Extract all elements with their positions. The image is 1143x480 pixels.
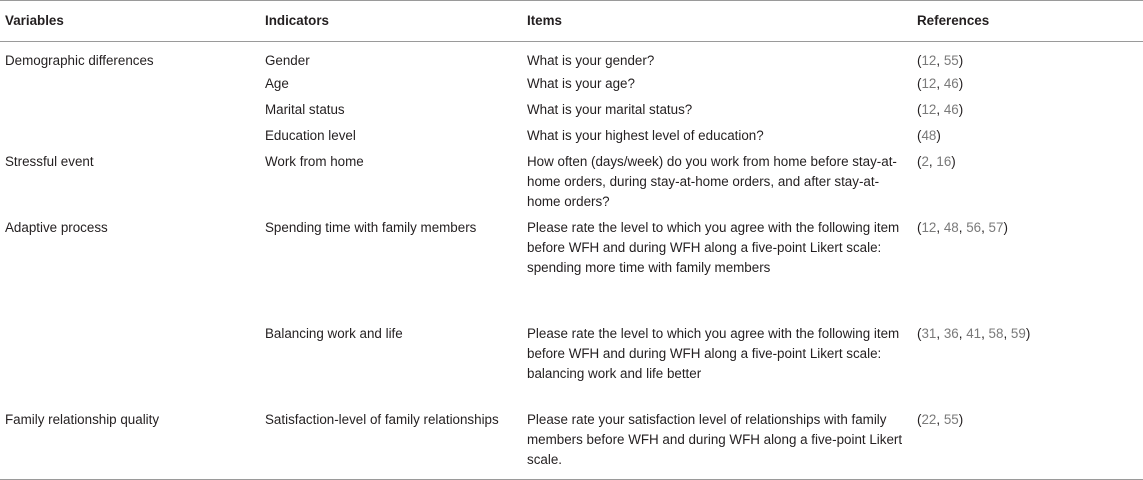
cell-indicator: Age — [265, 76, 289, 91]
reference-link[interactable]: 46 — [943, 76, 959, 91]
cell-variable: Family relationship quality — [5, 412, 160, 427]
reference-link[interactable]: 16 — [936, 154, 952, 169]
cell-item: Please rate your satisfaction level of relationships with family members before WFH and during WFH along a five-point Likert scale. — [527, 412, 903, 467]
table-row — [0, 97, 1143, 123]
reference-link[interactable]: 57 — [988, 220, 1004, 235]
cell-item: What is your highest level of education? — [527, 128, 764, 143]
reference-link[interactable]: 36 — [943, 326, 959, 341]
reference-link[interactable]: 2 — [921, 154, 929, 169]
reference-link[interactable]: 22 — [921, 412, 937, 427]
reference-link[interactable]: 46 — [943, 102, 959, 117]
reference-link[interactable]: 48 — [921, 128, 937, 143]
table-row — [0, 71, 1143, 97]
table-row — [0, 321, 1143, 407]
reference-link[interactable]: 41 — [966, 326, 982, 341]
cell-indicator: Work from home — [265, 154, 364, 169]
cell-item: How often (days/week) do you work from home before stay-at-home orders, during stay-at-home orders, and after stay-at-home orders? — [527, 154, 897, 209]
cell-variable: Stressful event — [5, 154, 94, 169]
cell-references: (48) — [917, 128, 941, 143]
table-row — [0, 215, 1143, 321]
table-row — [0, 42, 1143, 72]
cell-item: Please rate the level to which you agree with the following item before WFH and during WFH along a five-point Likert scale: balancing work and life better — [527, 326, 900, 381]
cell-indicator: Gender — [265, 53, 310, 68]
cell-references: (12, 46) — [917, 76, 964, 91]
reference-link[interactable]: 12 — [921, 76, 937, 91]
cell-variable: Adaptive process — [5, 220, 108, 235]
reference-link[interactable]: 56 — [966, 220, 982, 235]
header-references: References — [917, 13, 990, 28]
reference-link[interactable]: 58 — [988, 326, 1004, 341]
cell-variable — [0, 97, 260, 123]
header-row — [0, 1, 1143, 42]
reference-link[interactable]: 48 — [943, 220, 959, 235]
cell-item: Please rate the level to which you agree with the following item before WFH and during WFH along a five-point Likert scale: spending more time with family members — [527, 220, 900, 275]
cell-variable — [0, 123, 260, 149]
table-row — [0, 407, 1143, 480]
cell-variable — [0, 321, 260, 407]
cell-indicator: Satisfaction-level of family relationships — [265, 412, 499, 427]
header-indicators: Indicators — [265, 13, 329, 28]
table-row — [0, 123, 1143, 149]
reference-link[interactable]: 55 — [943, 412, 959, 427]
reference-link[interactable]: 31 — [921, 326, 937, 341]
cell-item: What is your age? — [527, 76, 635, 91]
cell-references: (12, 46) — [917, 102, 964, 117]
reference-link[interactable]: 12 — [921, 102, 937, 117]
cell-indicator: Balancing work and life — [265, 326, 403, 341]
cell-references: (2, 16) — [917, 154, 956, 169]
header-items: Items — [527, 13, 562, 28]
cell-variable — [0, 71, 260, 97]
cell-item: What is your marital status? — [527, 102, 693, 117]
table-row — [0, 149, 1143, 215]
cell-indicator: Marital status — [265, 102, 345, 117]
cell-variable: Demographic differences — [5, 53, 154, 68]
cell-indicator: Education level — [265, 128, 356, 143]
header-variables: Variables — [5, 13, 64, 28]
cell-references: (31, 36, 41, 58, 59) — [917, 326, 1031, 341]
cell-indicator: Spending time with family members — [265, 220, 477, 235]
cell-references: (22, 55) — [917, 412, 964, 427]
reference-link[interactable]: 59 — [1010, 326, 1026, 341]
reference-link[interactable]: 55 — [943, 53, 959, 68]
cell-references: (12, 48, 56, 57) — [917, 220, 1008, 235]
cell-item: What is your gender? — [527, 53, 655, 68]
reference-link[interactable]: 12 — [921, 220, 937, 235]
reference-link[interactable]: 12 — [921, 53, 937, 68]
cell-references: (12, 55) — [917, 53, 964, 68]
